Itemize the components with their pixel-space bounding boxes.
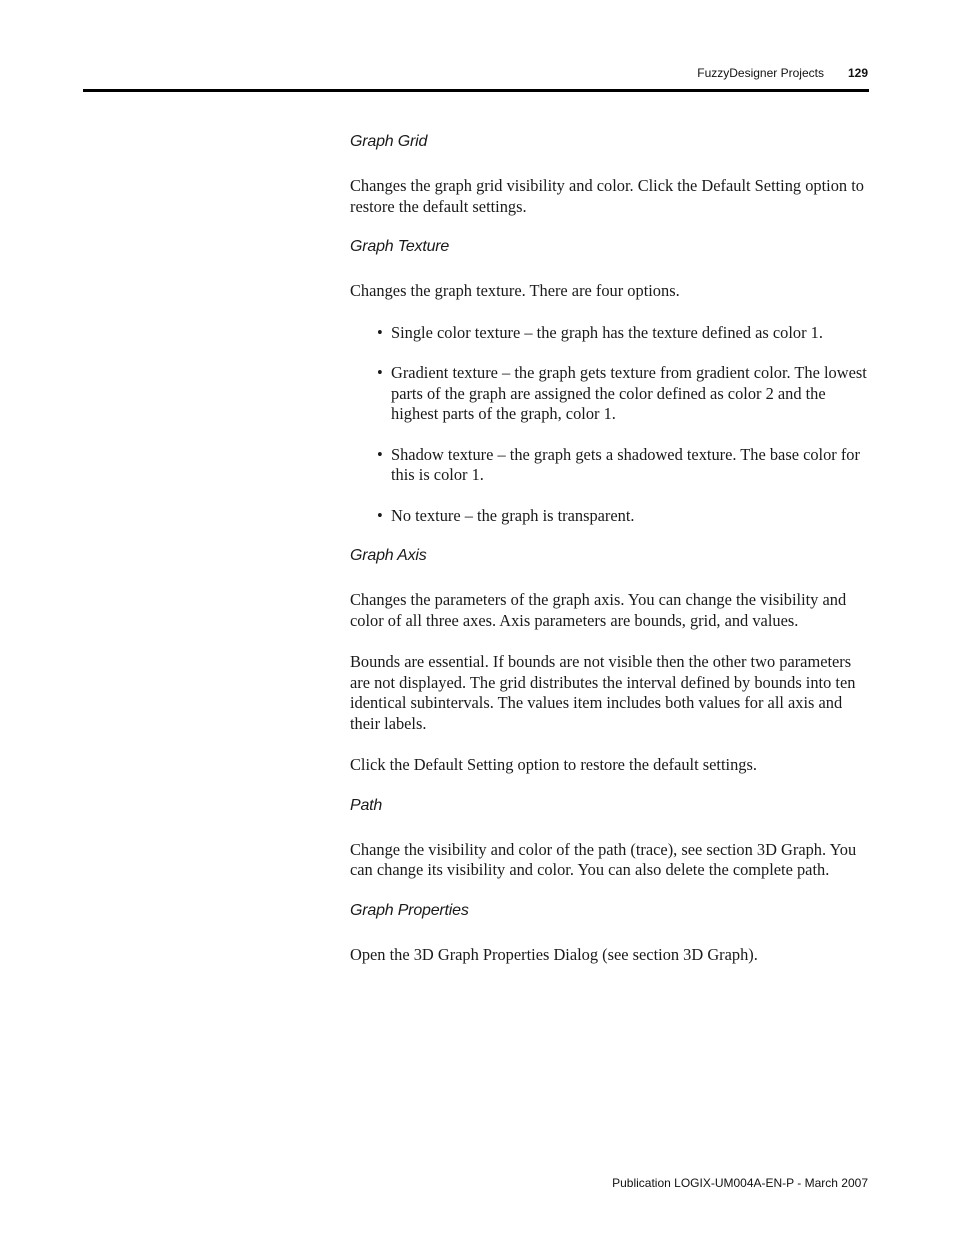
- heading-path: Path: [350, 796, 383, 814]
- paragraph-graph-axis-2: Bounds are essential. If bounds are not visible then the other two parameters are not displayed. The grid distributes the interval defined by bounds into ten identical subintervals. The values item includes both values for all axis and their labels.: [350, 652, 856, 733]
- list-item-text: Gradient texture – the graph gets texture from gradient color. The lowest parts of the graph are assigned the color defined as color 2 and the highest parts of the graph, color 1.: [391, 363, 867, 423]
- list-item: [377, 506, 870, 527]
- paragraph-graph-axis-1: Changes the parameters of the graph axis. You can change the visibility and color of all three axes. Axis parameters are bounds, grid, and values.: [350, 590, 847, 630]
- paragraph-graph-grid: Changes the graph grid visibility and color. Click the Default Setting option to restore the default settings.: [350, 176, 864, 216]
- heading-graph-texture: Graph Texture: [350, 238, 450, 255]
- paragraph-path: Change the visibility and color of the path (trace), see section 3D Graph. You can change its visibility and color. You can also delete the complete path.: [350, 839, 857, 879]
- header-section-title: FuzzyDesigner Projects: [697, 66, 824, 80]
- main-content: [350, 133, 870, 986]
- page-number: 129: [847, 66, 868, 80]
- page-header: [697, 66, 868, 80]
- list-item-text: Single color texture – the graph has the texture defined as color 1.: [391, 322, 823, 342]
- paragraph-graph-texture: Changes the graph texture. There are four options.: [350, 281, 680, 300]
- list-item-text: No texture – the graph is transparent.: [391, 505, 635, 525]
- list-item-text: Shadow texture – the graph gets a shadowed texture. The base color for this is color 1.: [391, 444, 860, 484]
- bullet-icon: •: [377, 322, 383, 342]
- list-item: [377, 445, 870, 486]
- heading-graph-grid: Graph Grid: [350, 133, 428, 150]
- bullet-icon: •: [377, 444, 383, 464]
- paragraph-graph-axis-3: Click the Default Setting option to restore the default settings.: [350, 755, 757, 774]
- bullet-icon: •: [377, 363, 383, 382]
- list-item: [377, 323, 870, 344]
- bullet-icon: •: [377, 505, 383, 525]
- paragraph-graph-properties: Open the 3D Graph Properties Dialog (see section 3D Graph).: [350, 944, 758, 964]
- heading-graph-properties: Graph Properties: [350, 901, 469, 919]
- heading-graph-axis: Graph Axis: [350, 547, 427, 564]
- list-item: [377, 363, 870, 425]
- header-rule: [83, 89, 869, 92]
- texture-options-list: [350, 323, 870, 527]
- page-footer: Publication LOGIX-UM004A-EN-P - March 2007: [612, 1176, 868, 1190]
